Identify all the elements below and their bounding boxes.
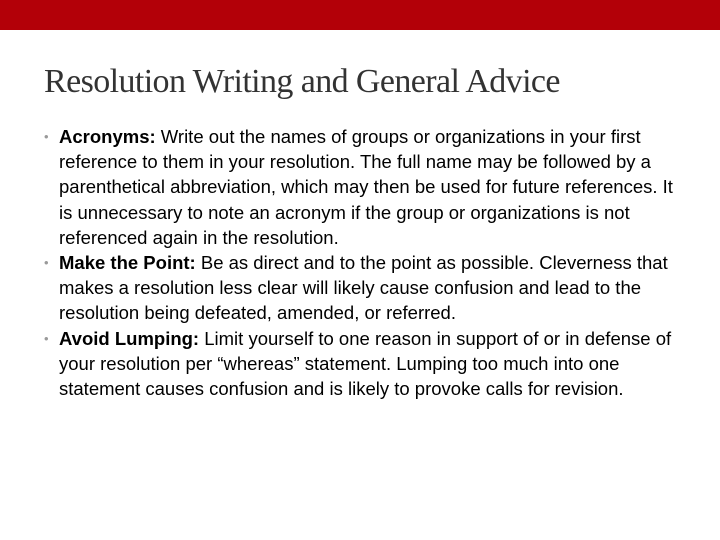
bullet-acronyms [44, 124, 689, 250]
bullet-term: Avoid Lumping: [59, 327, 200, 349]
bullet-avoid-lumping [44, 326, 689, 402]
bullet-list [44, 124, 689, 401]
slide-title: Resolution Writing and General Advice [44, 63, 560, 100]
bullet-text: Write out the names of groups or organizations in your first reference to them in your resolution. The full name may be followed by a parenthetical abbreviation, which may then be used for future references. It is unnecessary to note an acronym if the group or organizations is not referenced again in the resolution. [59, 126, 673, 248]
bullet-term: Acronyms: [59, 126, 156, 147]
bullet-make-the-point [44, 250, 689, 326]
bullet-text: Limit yourself to one reason in support of or in defense of your resolution per “whereas” statement. Lumping too much into one statement causes confusion and is likely to provoke calls for revision. [59, 327, 672, 400]
bullet-text: Be as direct and to the point as possible. Cleverness that makes a resolution less clear will likely cause confusion and lead to the resolution being defeated, amended, or referred. [59, 252, 668, 324]
top-accent-bar [0, 0, 720, 30]
bullet-term: Make the Point: [59, 252, 196, 274]
bullet-marker: • [44, 330, 49, 346]
bullet-marker: • [44, 129, 49, 144]
bullet-marker: • [44, 255, 49, 271]
